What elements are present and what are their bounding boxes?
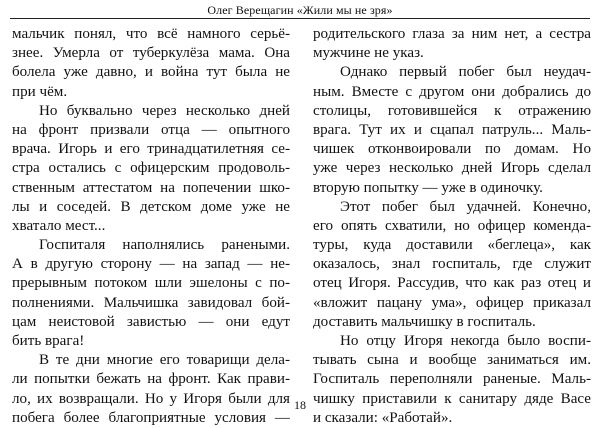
text-line: родительского глаза за ним нет, а сестра bbox=[313, 26, 591, 42]
running-header: Олег Верещагин «Жили мы не зря» bbox=[207, 3, 393, 17]
text-line: при чём. bbox=[12, 83, 68, 100]
page-number: 18 bbox=[294, 398, 306, 412]
text-line: оказалось, знал госпиталь, где служит bbox=[313, 256, 591, 273]
text-line: ли попытки бежать на фронт. Как прави- bbox=[12, 371, 290, 388]
text-line: стра остались с офицерским продоволь- bbox=[12, 160, 290, 177]
text-line: вторую попытку — уже в одиночку. bbox=[313, 179, 543, 196]
text-line: «вложит пацану ума», офицер приказал bbox=[313, 294, 591, 311]
text-line: на фронт призвали отца — опытного bbox=[12, 121, 290, 138]
text-line: полнениями. Мальчишка завидовал бой- bbox=[12, 294, 290, 311]
right-text-column bbox=[313, 25, 591, 428]
text-line: ло, их возвращали. Но у Игоря были для bbox=[12, 390, 290, 407]
text-line: В те дни многие его товарищи дела- bbox=[39, 352, 290, 369]
left-text-column bbox=[12, 25, 290, 428]
text-line: мужчине не указ. bbox=[313, 45, 424, 62]
text-line: столицы, готовившейся к отражению bbox=[313, 102, 591, 119]
text-line: Этот побег был удачней. Конечно, bbox=[340, 198, 591, 215]
text-line: хватало мест... bbox=[12, 217, 106, 234]
text-line: туры, куда доставили «беглеца», как bbox=[313, 237, 591, 254]
text-line: отец Игоря. Рассудив, что как раз отец и bbox=[313, 275, 591, 292]
text-line: лы и соседей. В детском доме уже не bbox=[12, 198, 290, 215]
text-line: цам неистовой завистью — они едут bbox=[12, 313, 290, 330]
text-line: знее. Умерла от туберкулёза мама. Она bbox=[12, 45, 290, 62]
text-line: и сказали: «Работай». bbox=[313, 409, 453, 426]
text-line: бить врага! bbox=[12, 333, 85, 349]
text-line: чишек отконвоировали по домам. Но bbox=[313, 141, 591, 158]
text-line: Однако первый побег был неудач- bbox=[340, 64, 591, 81]
text-line: А в другую сторону — на запад — не- bbox=[12, 256, 290, 273]
text-line: чишку приставили к санитару дяде Васе bbox=[313, 390, 591, 407]
text-line: врага. Тут их и сцапал патруль... Маль- bbox=[313, 121, 591, 138]
text-line: мальчик понял, что всё намного серьё- bbox=[12, 26, 290, 42]
text-line: тывать сына и вообще заниматься им. bbox=[313, 352, 591, 369]
text-line: прерывным потоком шли эшелоны с по- bbox=[12, 275, 290, 292]
text-line: врача. Игорь и его тринадцатилетняя се- bbox=[12, 141, 290, 158]
text-line: Но отцу Игоря некогда было воспи- bbox=[340, 333, 591, 349]
text-line: Госпиталь переполняли раненые. Маль- bbox=[313, 371, 591, 388]
text-line: болела уже давно, и война тут была не bbox=[12, 64, 290, 81]
header-rule bbox=[10, 18, 590, 19]
text-line: Но буквально через несколько дней bbox=[39, 102, 290, 119]
text-line: Госпиталя наполнялись ранеными. bbox=[39, 237, 290, 254]
text-line: ным. Вместе с другом они добрались до bbox=[313, 83, 591, 100]
text-line: побега более благоприятные условия — bbox=[12, 409, 290, 426]
text-line: его опять схватили, но офицер коменда- bbox=[313, 217, 591, 234]
text-line: доставить мальчишку в госпиталь. bbox=[313, 313, 536, 330]
text-line: уже через несколько дней Игорь сделал bbox=[313, 160, 591, 177]
text-line: ственным аттестатом на попечении шко- bbox=[12, 179, 290, 196]
